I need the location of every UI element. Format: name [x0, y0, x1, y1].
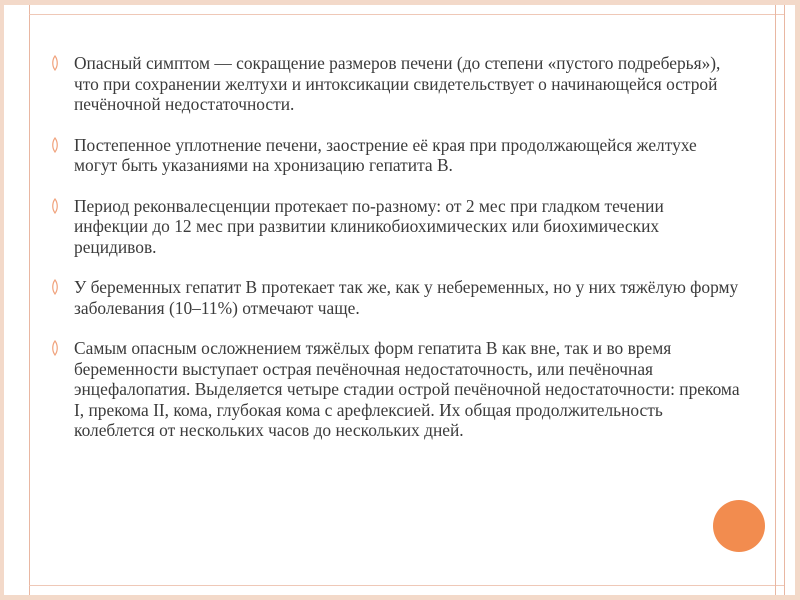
leaf-bullet-icon [51, 279, 59, 295]
leaf-bullet-icon [51, 198, 59, 214]
leaf-bullet-icon [51, 340, 59, 356]
list-item-text: Период реконвалесценции протекает по-разному: от 2 мес при гладком течении инфекции до 12 мес при развитии клиникобиохимических или биохимических рецидивов. [74, 195, 664, 257]
list-item [51, 135, 741, 176]
list-item-text: Постепенное уплотнение печени, заострение её края при продолжающейся желтухе могут быть указаниями на хронизацию гепатита В. [74, 134, 697, 175]
list-item-text: У беременных гепатит В протекает так же, как у небеременных, но у них тяжёлую форму заболевания (10–11%) отмечают чаще. [74, 277, 739, 318]
bullet-list [51, 53, 741, 441]
frame-left-line [29, 5, 30, 595]
leaf-bullet-icon [51, 55, 59, 71]
frame-right-outer-line [784, 5, 785, 595]
list-item-text: Самым опасным осложнением тяжёлых форм гепатита В как вне, так и во время беременности выступает острая печёночная недостаточность, или печёночная энцефалопатия. Выделяется четыре стадии острой печёночной недостаточности: прекома I, прекома II, кома, глубокая кома с арефлексией. Их общая продолжительность колеблется от нескольких часов до нескольких дней. [74, 338, 740, 440]
leaf-bullet-icon [51, 137, 59, 153]
frame-bottom-line [29, 585, 785, 586]
list-item-text: Опасный симптом — сокращение размеров печени (до степени «пустого подреберья»), что при сохранении желтухи и интоксикации свидетельствует о начинающейся острой печёночной недостаточности. [74, 53, 721, 114]
list-item [51, 53, 741, 115]
list-item [51, 196, 741, 258]
frame-right-inner-line [775, 5, 776, 595]
list-item [51, 338, 741, 441]
frame-top-line [29, 14, 785, 15]
list-item [51, 277, 741, 318]
accent-circle [713, 500, 765, 552]
slide [4, 5, 795, 595]
